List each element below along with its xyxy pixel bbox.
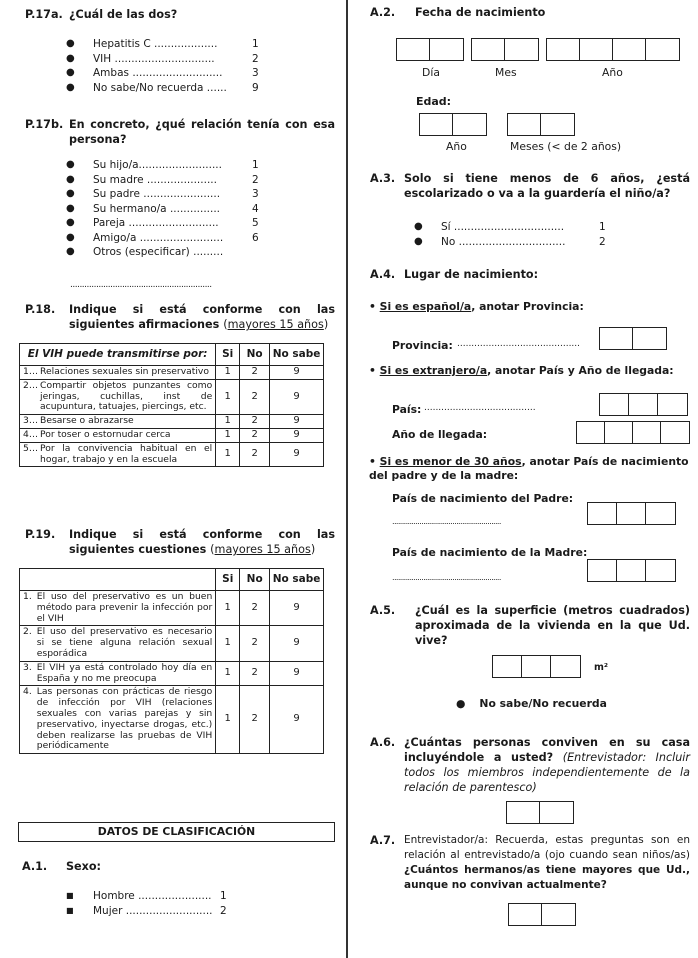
country-label: País: <box>392 403 422 416</box>
siblings-boxes <box>508 903 576 926</box>
year-boxes[interactable] <box>546 38 680 61</box>
mother-country-input[interactable]: ........................................................ <box>392 573 501 582</box>
answer-no[interactable]: 2 <box>240 442 270 467</box>
option-item[interactable]: ● Su hermano/a ............... 4 <box>66 202 259 215</box>
mother-country-boxes <box>587 559 676 582</box>
column-divider <box>346 0 348 958</box>
question-title: ¿Cuál es la superficie (metros cuadrados) aproximada de la vivienda en la que Ud. vive? <box>415 604 690 647</box>
column-header: No sabe <box>270 569 324 591</box>
father-country-boxes <box>587 502 676 525</box>
table-header-row <box>20 344 324 366</box>
column-header: No sabe <box>270 344 324 366</box>
column-header: Si <box>216 344 240 366</box>
mother-country-code-input[interactable] <box>587 559 676 582</box>
answer-no[interactable]: 2 <box>240 379 270 414</box>
household-boxes <box>506 801 574 824</box>
option-item[interactable]: ● Sí ................................. 1 <box>414 221 606 233</box>
answer-si[interactable]: 1 <box>216 686 240 754</box>
bullet-icon: ● <box>66 188 75 199</box>
table-row: 3… Besarse o abrazarse 1 2 9 <box>20 415 324 429</box>
country-code-boxes <box>599 393 688 416</box>
answer-si[interactable]: 1 <box>216 415 240 429</box>
column-header <box>20 569 216 591</box>
specify-line[interactable]: ............................................................ <box>70 280 212 290</box>
table-row: 2. El uso del preservativo es necesario si se tiene alguna relación sexual esporádica 1 2 9 <box>20 626 324 661</box>
answer-no-sabe[interactable]: 9 <box>270 415 324 429</box>
province-code-input[interactable] <box>599 327 667 350</box>
question-a6 <box>370 735 690 795</box>
question-p17a <box>25 7 335 22</box>
square-bullet-icon: ■ <box>66 905 74 915</box>
country-code-input[interactable] <box>599 393 688 416</box>
year-label: Año <box>602 66 623 79</box>
table-row: 1. El uso del preservativo es un buen método para prevenir la infección por el VIH 1 2 9 <box>20 591 324 626</box>
option-item[interactable]: ● Hepatitis C ................... 1 <box>66 38 259 50</box>
bullet-icon: ● <box>66 173 75 185</box>
question-number: A.4. <box>370 268 396 281</box>
table-row: 4. Las personas con prácticas de riesgo de infección por VIH (relaciones sexuales con varias parejas y sin preservativo, inyectarse drogas, etc.) deben realizarse las pruebas de VIH periódicamente 1 2 9 <box>20 686 324 754</box>
p17b-options <box>66 158 259 260</box>
arrival-year-input[interactable] <box>576 421 690 444</box>
option-item[interactable]: ● No sabe/No recuerda <box>456 697 607 710</box>
table-row: 2… Compartir objetos punzantes como jeringas, cuchillas, inst de acupuntura, tatuajes, piercings, etc. 1 2 9 <box>20 379 324 414</box>
province-code-boxes <box>599 327 667 350</box>
question-title: ¿Cuál de las dos? <box>69 8 178 21</box>
option-item[interactable]: ● Pareja ........................... 5 <box>66 217 259 229</box>
father-country-code-input[interactable] <box>587 502 676 525</box>
table-row: 1… Relaciones sexuales sin preservativo 1 2 9 <box>20 366 324 380</box>
option-item[interactable]: ● Su padre ....................... 3 <box>66 188 259 200</box>
answer-no[interactable]: 2 <box>240 366 270 380</box>
column-header: No <box>240 569 270 591</box>
birthdate-boxes <box>396 38 680 61</box>
answer-no-sabe[interactable]: 9 <box>270 442 324 467</box>
answer-no[interactable]: 2 <box>240 415 270 429</box>
answer-si[interactable]: 1 <box>216 428 240 442</box>
province-label: Provincia: <box>392 339 453 352</box>
bullet-icon: ● <box>66 81 75 93</box>
table-row: 5… Por la convivencia habitual en el hogar, trabajo y en la escuela 1 2 9 <box>20 442 324 467</box>
answer-si[interactable]: 1 <box>216 661 240 686</box>
column-header: Si <box>216 569 240 591</box>
p19-table <box>19 568 324 754</box>
option-item[interactable]: ● Amigo/a ......................... 6 <box>66 231 259 244</box>
answer-no-sabe[interactable]: 9 <box>270 591 324 626</box>
question-number: P.19. <box>25 528 56 541</box>
question-title: Fecha de nacimiento <box>415 6 546 19</box>
bullet-icon: ● <box>66 159 75 170</box>
question-title: Sexo: <box>66 860 102 873</box>
age-months-label: Meses (< de 2 años) <box>510 140 622 153</box>
square-meters-unit: m² <box>594 662 609 673</box>
answer-si[interactable]: 1 <box>216 366 240 380</box>
bullet-icon: ● <box>66 67 75 78</box>
age-qualifier: mayores 15 años <box>214 543 311 556</box>
question-title: Indique si está conforme con las siguientes cuestiones <box>69 528 335 556</box>
month-boxes[interactable] <box>471 38 539 61</box>
question-a3 <box>370 171 690 201</box>
question-number: A.2. <box>370 6 396 19</box>
province-input[interactable]: ........................................... <box>457 339 581 349</box>
bullet-icon: ● <box>66 202 75 214</box>
bullet-icon: ● <box>66 52 75 64</box>
age-qualifier: mayores 15 años <box>227 318 324 331</box>
question-a7 <box>370 833 690 893</box>
question-p19: P.19. Indique si está conforme con las siguientes cuestiones (mayores 15 años) <box>25 528 335 556</box>
question-title: Indique si está conforme con las siguientes afirmaciones <box>69 303 335 331</box>
bullet-icon: ● <box>66 38 75 49</box>
surface-input[interactable] <box>492 655 581 678</box>
table-row: 3. El VIH ya está controlado hoy día en España y no me preocupa 1 2 9 <box>20 661 324 686</box>
under30-instruction: • Si es menor de 30 años, anotar País de nacimiento del padre y de la madre: <box>369 455 689 482</box>
age-years-boxes[interactable] <box>419 113 487 136</box>
question-number: A.7. <box>370 834 396 847</box>
question-p18: P.18. Indique si está conforme con las siguientes afirmaciones (mayores 15 años) <box>25 303 335 331</box>
country-input[interactable]: ....................................... <box>424 403 536 413</box>
age-label: Edad: <box>416 95 452 108</box>
p17a-options <box>66 37 259 95</box>
arrival-year-boxes <box>576 421 690 444</box>
question-p17b <box>25 117 335 147</box>
question-title: Solo si tiene menos de 6 años, ¿está escolarizado o va a la guardería el niño/a? <box>404 172 690 200</box>
question-title: ¿Cuántas personas conviven en su casa incluyéndole a usted? <box>404 736 690 764</box>
bullet-icon: ● <box>66 246 75 257</box>
table-header-row <box>20 569 324 591</box>
bullet-icon: ● <box>414 235 423 247</box>
option-item[interactable]: ● VIH .............................. 2 <box>66 52 259 65</box>
question-title: En concreto, ¿qué relación tenía con esa persona? <box>69 118 335 146</box>
age-years-label: Año <box>446 140 467 153</box>
question-a2 <box>370 5 690 20</box>
option-item[interactable]: ● Otros (especificar) ......... <box>66 246 224 258</box>
question-number: A.1. <box>22 860 48 873</box>
answer-no-sabe[interactable]: 9 <box>270 366 324 380</box>
a1-options <box>66 889 227 918</box>
age-months-boxes[interactable] <box>507 113 575 136</box>
question-title: Lugar de nacimiento: <box>404 268 539 281</box>
question-number: A.6. <box>370 736 396 749</box>
answer-no[interactable]: 2 <box>240 428 270 442</box>
question-title: ¿Cuántos hermanos/as tiene mayores que Ud., aunque no convivan actualmente? <box>404 864 690 891</box>
option-item[interactable]: ● No ................................ 2 <box>414 235 606 248</box>
p18-table <box>19 343 324 467</box>
spanish-instruction: • Si es español/a, anotar Provincia: <box>369 300 584 313</box>
answer-no-sabe[interactable]: 9 <box>270 626 324 661</box>
bullet-icon: ● <box>456 697 466 710</box>
table-row: 4… Por toser o estornudar cerca 1 2 9 <box>20 428 324 442</box>
arrival-year-label: Año de llegada: <box>392 428 488 441</box>
mother-country-label: País de nacimiento de la Madre: <box>392 546 588 559</box>
answer-si[interactable]: 1 <box>216 442 240 467</box>
answer-no[interactable]: 2 <box>240 661 270 686</box>
column-header: El VIH puede transmitirse por: <box>20 344 216 366</box>
father-country-input[interactable]: ........................................................ <box>392 517 501 526</box>
question-number: P.17b. <box>25 118 64 131</box>
answer-no-sabe[interactable]: 9 <box>270 428 324 442</box>
answer-si[interactable]: 1 <box>216 591 240 626</box>
answer-no[interactable]: 2 <box>240 686 270 754</box>
section-header: DATOS DE CLASIFICACIÓN <box>18 822 335 842</box>
surface-boxes <box>492 655 581 678</box>
siblings-count-input[interactable] <box>508 903 576 926</box>
answer-no-sabe[interactable]: 9 <box>270 379 324 414</box>
option-item[interactable]: ● Su madre ..................... 2 <box>66 173 259 186</box>
father-country-label: País de nacimiento del Padre: <box>392 492 574 505</box>
bullet-icon: ● <box>414 221 423 232</box>
foreign-instruction: • Si es extranjero/a, anotar País y Año de llegada: <box>369 364 674 377</box>
day-label: Día <box>422 66 440 79</box>
household-count-input[interactable] <box>506 801 574 824</box>
age-boxes <box>419 113 575 136</box>
answer-no[interactable]: 2 <box>240 591 270 626</box>
question-a5 <box>370 603 690 648</box>
day-boxes[interactable] <box>396 38 464 61</box>
interviewer-note: (Entrevistador: Incluir todos los miembros independientemente de la relación de parentesco) <box>404 751 691 794</box>
square-bullet-icon: ■ <box>66 891 74 900</box>
month-label: Mes <box>495 66 517 79</box>
bullet-icon: ● <box>66 231 75 243</box>
answer-no-sabe[interactable]: 9 <box>270 661 324 686</box>
question-number: P.17a. <box>25 8 63 21</box>
question-number: A.5. <box>370 604 396 617</box>
option-item[interactable]: ● Ambas ........................... 3 <box>66 67 259 79</box>
question-number: P.18. <box>25 303 56 316</box>
question-a4 <box>370 267 690 282</box>
option-item[interactable]: ■ Hombre ...................... 1 <box>66 890 227 902</box>
interviewer-note: Entrevistador/a: Recuerda, estas preguntas son en relación al entrevistado/a (ojo cuando sean niños/as) <box>404 834 690 861</box>
answer-si[interactable]: 1 <box>216 626 240 661</box>
answer-si[interactable]: 1 <box>216 379 240 414</box>
option-item[interactable]: ■ Mujer .......................... 2 <box>66 904 227 917</box>
option-item[interactable]: ● Su hijo/a......................... 1 <box>66 159 259 171</box>
a3-options <box>414 220 606 249</box>
question-a1 <box>22 859 332 874</box>
question-number: A.3. <box>370 172 396 185</box>
answer-no-sabe[interactable]: 9 <box>270 686 324 754</box>
answer-no[interactable]: 2 <box>240 626 270 661</box>
bullet-icon: ● <box>66 217 75 228</box>
option-item[interactable]: ● No sabe/No recuerda ...... 9 <box>66 81 259 94</box>
column-header: No <box>240 344 270 366</box>
